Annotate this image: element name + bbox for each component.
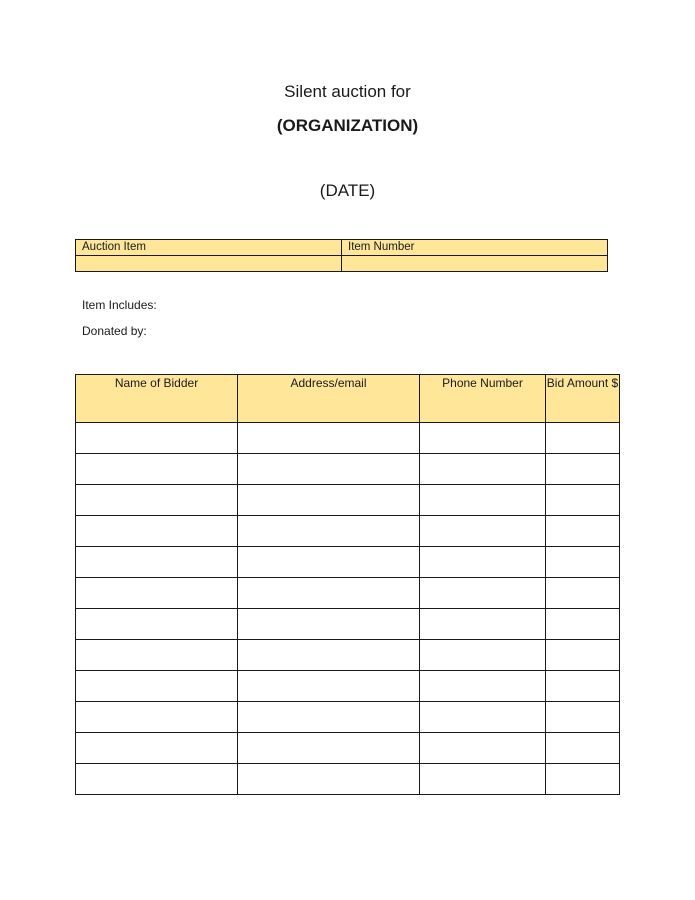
bid-amount-cell[interactable]	[546, 702, 620, 733]
bidder-name-cell[interactable]	[76, 454, 238, 485]
bid-amount-cell[interactable]	[546, 733, 620, 764]
bid-amount-cell[interactable]	[546, 671, 620, 702]
table-row	[76, 454, 620, 485]
bid-amount-cell[interactable]	[546, 578, 620, 609]
phone-number-cell[interactable]	[420, 733, 546, 764]
table-row	[76, 764, 620, 795]
bid-amount-cell[interactable]	[546, 516, 620, 547]
address-email-cell[interactable]	[238, 423, 420, 454]
bid-amount-cell[interactable]	[546, 764, 620, 795]
bidder-name-cell[interactable]	[76, 516, 238, 547]
table-row	[76, 640, 620, 671]
bidder-name-cell[interactable]	[76, 764, 238, 795]
table-row	[76, 547, 620, 578]
bidder-table-header-row	[76, 375, 620, 423]
bidder-name-cell[interactable]	[76, 733, 238, 764]
address-email-cell[interactable]	[238, 764, 420, 795]
phone-number-cell[interactable]	[420, 578, 546, 609]
address-email-cell[interactable]	[238, 702, 420, 733]
address-email-cell[interactable]	[238, 640, 420, 671]
phone-number-cell[interactable]	[420, 671, 546, 702]
bid-amount-cell[interactable]	[546, 609, 620, 640]
donated-by-label: Donated by:	[82, 324, 147, 338]
name-of-bidder-header: Name of Bidder	[76, 375, 238, 423]
phone-number-cell[interactable]	[420, 423, 546, 454]
table-row	[76, 485, 620, 516]
auction-item-value[interactable]	[76, 256, 342, 272]
phone-number-cell[interactable]	[420, 640, 546, 671]
auction-item-header: Auction Item	[76, 240, 342, 256]
table-row	[76, 516, 620, 547]
phone-number-cell[interactable]	[420, 609, 546, 640]
auction-item-header-row	[76, 240, 608, 256]
bidder-table-body	[76, 423, 620, 795]
bid-amount-cell[interactable]	[546, 640, 620, 671]
table-row	[76, 609, 620, 640]
address-email-cell[interactable]	[238, 454, 420, 485]
bid-amount-cell[interactable]	[546, 485, 620, 516]
bidder-name-cell[interactable]	[76, 671, 238, 702]
bidder-name-cell[interactable]	[76, 485, 238, 516]
address-email-cell[interactable]	[238, 516, 420, 547]
table-row	[76, 423, 620, 454]
auction-item-table	[75, 239, 608, 272]
table-row	[76, 578, 620, 609]
table-row	[76, 733, 620, 764]
bidder-name-cell[interactable]	[76, 609, 238, 640]
organization-heading: (ORGANIZATION)	[276, 116, 419, 135]
item-includes-label: Item Includes:	[82, 298, 157, 312]
bidder-name-cell[interactable]	[76, 547, 238, 578]
address-email-cell[interactable]	[238, 609, 420, 640]
bid-amount-cell[interactable]	[546, 423, 620, 454]
address-email-cell[interactable]	[238, 578, 420, 609]
address-email-cell[interactable]	[238, 671, 420, 702]
phone-number-cell[interactable]	[420, 454, 546, 485]
bid-amount-cell[interactable]	[546, 547, 620, 578]
bidder-name-cell[interactable]	[76, 640, 238, 671]
bid-amount-header: Bid Amount $	[546, 375, 620, 423]
address-email-cell[interactable]	[238, 733, 420, 764]
phone-number-cell[interactable]	[420, 547, 546, 578]
date-heading: (DATE)	[319, 181, 376, 200]
address-email-cell[interactable]	[238, 547, 420, 578]
bidder-name-cell[interactable]	[76, 578, 238, 609]
phone-number-cell[interactable]	[420, 516, 546, 547]
bidder-table	[75, 374, 620, 795]
phone-number-header: Phone Number	[420, 375, 546, 423]
address-email-cell[interactable]	[238, 485, 420, 516]
bidder-name-cell[interactable]	[76, 423, 238, 454]
phone-number-cell[interactable]	[420, 485, 546, 516]
phone-number-cell[interactable]	[420, 764, 546, 795]
item-number-value[interactable]	[342, 256, 608, 272]
item-number-header: Item Number	[342, 240, 608, 256]
auction-item-value-row	[76, 256, 608, 272]
page-title: Silent auction for	[284, 82, 411, 101]
table-row	[76, 702, 620, 733]
bidder-name-cell[interactable]	[76, 702, 238, 733]
bid-amount-cell[interactable]	[546, 454, 620, 485]
table-row	[76, 671, 620, 702]
phone-number-cell[interactable]	[420, 702, 546, 733]
address-email-header: Address/email	[238, 375, 420, 423]
